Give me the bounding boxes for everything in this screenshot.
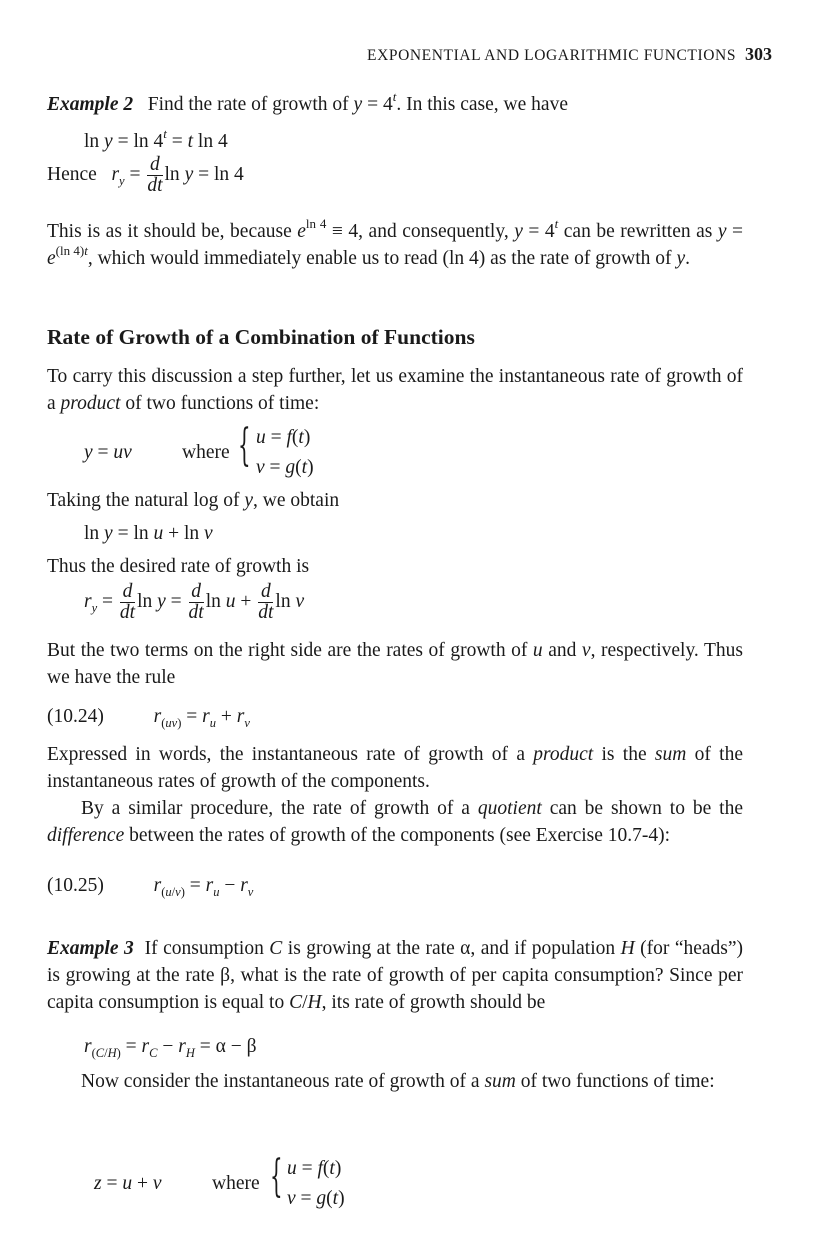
product-def-v: v = g(t): [256, 457, 314, 478]
eq-10-25: (10.25) $r_{(u/v)} = r_u - r_v$: [47, 875, 254, 899]
product-def-u: u = f(t): [256, 427, 311, 448]
example-2-label: Example 2: [47, 94, 134, 115]
page-number: 303: [745, 44, 773, 64]
example-2-text: Find the rate of growth of $y = 4^t$. In this case, we have: [147, 89, 568, 115]
sum-def-v: v = g(t): [287, 1188, 345, 1209]
sum-def-u: u = f(t): [287, 1158, 342, 1179]
example-3-paragraph: Example 3 If consumption C is growing at the rate α, and if population H (for “heads”) is growing at the rate β, what is the rate of growth of per capita consumption? Since per capita consumption is equal to C/H, its rate of growth should be: [47, 938, 744, 1013]
desired-rate-text: Thus the desired rate of growth is: [47, 556, 310, 577]
log-equation: ln y = ln u + ln v: [84, 523, 213, 544]
example-3-label: Example 3: [47, 938, 134, 959]
sum-where: where: [212, 1173, 260, 1194]
section-heading: Rate of Growth of a Combination of Functions: [47, 325, 475, 349]
sum-paragraph: Now consider the instantaneous rate of growth of a sum of two functions of time:: [81, 1071, 715, 1092]
example-2-eq1: $\ln y = \ln 4^t = t$ ln 4: [84, 126, 228, 152]
example-2-paragraph: This is as it should be, because $e^{ln 4} \equiv 4$, and consequently, $y = 4^t$ can be rewritten as $y = e^{(ln 4)t}$, which would immediately enable us to read (ln 4) as the rate of growth of y.: [47, 216, 744, 269]
expressed-paragraph: Expressed in words, the instantaneous rate of growth of a product is the sum of the instantaneous rates of growth of the components.: [47, 744, 743, 792]
hence-label: Hence: [47, 163, 97, 185]
example-2-statement: [47, 91, 568, 118]
eq-10-24-number: (10.24): [47, 706, 104, 727]
rate-equation: $r_y$ = $\frac{d}{dt}$ ln y = $\frac{d}{dt}$ ln u + $\frac{d}{dt}$ ln v: [84, 581, 305, 623]
product-where: where: [182, 442, 230, 463]
quotient-paragraph: By a similar procedure, the rate of growth of a quotient can be shown to be the difference between the rates of growth of the components (see Exercise 10.7-4):: [47, 798, 743, 846]
section-intro: To carry this discussion a step further, let us examine the instantaneous rate of growth of a product of two functions of time:: [47, 366, 743, 414]
sum-equation: z = u + v: [94, 1173, 162, 1194]
two-terms-paragraph: But the two terms on the right side are the rates of growth of u and v, respectively. Thus we have the rule: [47, 640, 744, 688]
running-title: EXPONENTIAL AND LOGARITHMIC FUNCTIONS: [367, 47, 737, 64]
taking-log-text: Taking the natural log of y, we obtain: [47, 490, 340, 511]
example-3-equation: $r_{(C/H)} = r_C - r_H = \alpha - \beta$: [84, 1036, 257, 1060]
example-2-eq2: Hence $r_y$ = $\frac{d}{dt}$ ln y = ln 4: [47, 154, 244, 196]
running-header: [367, 44, 772, 65]
product-equation: y = uv: [84, 442, 132, 463]
sum-brace: {: [270, 1151, 283, 1202]
eq-10-25-number: (10.25): [47, 875, 104, 896]
product-brace: {: [238, 420, 251, 471]
eq-10-24: (10.24) $r_{(uv)} = r_u + r_v$: [47, 706, 250, 730]
